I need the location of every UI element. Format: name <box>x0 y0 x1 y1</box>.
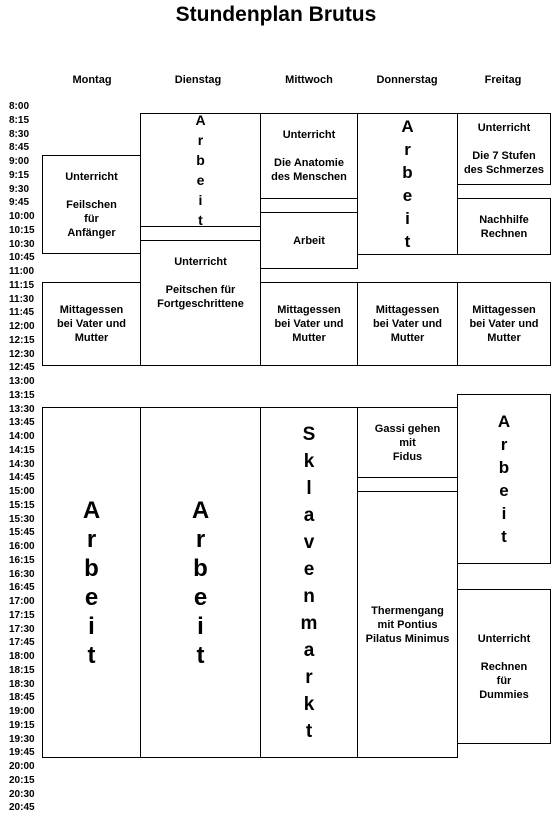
entry-text: Mutter <box>390 332 425 344</box>
time-label: 16:00 <box>9 541 35 552</box>
vertical-letter: t <box>305 720 313 742</box>
lesson-label: Unterricht <box>477 122 531 134</box>
entry-text: Mittagessen <box>472 304 536 316</box>
freitag-mittagessen[interactable] <box>457 282 551 366</box>
time-label: 14:30 <box>9 458 35 470</box>
vertical-letter: r <box>305 666 313 688</box>
vertical-letter: e <box>84 583 99 611</box>
time-label: 13:30 <box>9 403 35 415</box>
vertical-letter: l <box>306 477 312 499</box>
donnerstag-arbeit-top[interactable] <box>357 113 458 255</box>
entry-text: bei Vater und <box>469 318 539 330</box>
vertical-letter: m <box>300 612 318 634</box>
time-label: 12:00 <box>9 321 35 332</box>
donnerstag-thermengang[interactable] <box>357 491 458 758</box>
vertical-text <box>192 496 209 670</box>
time-label: 8:45 <box>9 142 30 154</box>
lesson-topic: Fortgeschrittene <box>157 298 244 310</box>
mittwoch-mittagessen[interactable] <box>260 282 358 366</box>
mittwoch-unterricht[interactable] <box>260 113 358 199</box>
time-label: 20:30 <box>9 788 35 800</box>
day-header-dienstag: Dienstag <box>174 74 222 86</box>
vertical-letter: r <box>195 525 206 553</box>
time-label: 9:45 <box>9 197 30 209</box>
vertical-letter: t <box>501 527 507 546</box>
day-header-mittwoch: Mittwoch <box>285 74 333 86</box>
lesson-topic: für <box>84 212 99 225</box>
time-label: 9:30 <box>9 183 30 195</box>
entry-text: Pilatus Minimus <box>365 632 450 645</box>
time-label: 12:15 <box>9 334 35 346</box>
vertical-letter: A <box>82 496 101 524</box>
lesson-topic: Die Anatomie <box>274 157 344 169</box>
donnerstag-empty-slot[interactable] <box>357 477 458 492</box>
vertical-letter: v <box>303 531 315 553</box>
time-label: 13:45 <box>9 417 35 429</box>
time-label: 16:45 <box>9 582 35 594</box>
vertical-letter: i <box>501 504 507 523</box>
entry-text: Mittagessen <box>277 304 341 316</box>
montag-unterricht[interactable] <box>42 155 141 254</box>
time-label: 10:15 <box>9 224 35 236</box>
time-label: 10:45 <box>9 252 35 264</box>
vertical-letter: b <box>498 458 510 477</box>
entry-text: Mittagessen <box>375 304 440 316</box>
time-label: 18:45 <box>9 692 35 704</box>
vertical-text <box>498 410 510 548</box>
lesson-topic: Anfänger <box>67 226 116 239</box>
vertical-text <box>401 115 413 253</box>
time-label: 16:30 <box>9 568 35 580</box>
vertical-letter: r <box>404 140 411 159</box>
time-label: 18:00 <box>9 651 35 662</box>
time-label: 10:00 <box>9 211 35 222</box>
day-header-donnerstag: Donnerstag <box>376 74 438 86</box>
vertical-text <box>83 496 100 670</box>
page-title: Stundenplan Brutus <box>175 3 377 26</box>
entry-text: bei Vater und <box>56 318 127 330</box>
lesson-label: Unterricht <box>174 256 227 268</box>
lesson-topic: für <box>496 674 512 687</box>
vertical-letter: A <box>497 412 511 431</box>
entry-text: Arbeit <box>293 234 325 247</box>
entry-text: Fidus <box>392 450 423 463</box>
time-label: 14:00 <box>9 431 35 442</box>
time-label: 11:30 <box>9 293 35 305</box>
entry-text: Mutter <box>74 332 109 344</box>
vertical-letter: i <box>405 209 410 228</box>
time-label: 20:15 <box>9 774 35 786</box>
vertical-letter: a <box>303 639 315 661</box>
vertical-letter: e <box>303 558 315 580</box>
vertical-letter: e <box>193 583 208 611</box>
time-label: 12:30 <box>9 348 35 360</box>
donnerstag-mittagessen[interactable] <box>357 282 458 366</box>
entry-text: Nachhilfe <box>479 213 529 226</box>
time-label: 15:30 <box>9 513 35 525</box>
montag-arbeit[interactable] <box>42 407 141 758</box>
time-label: 13:15 <box>9 389 35 401</box>
time-label: 9:00 <box>9 156 30 167</box>
lesson-topic: Peitschen für <box>165 284 236 296</box>
vertical-letter: n <box>303 585 315 607</box>
time-label: 15:00 <box>9 486 35 497</box>
vertical-text <box>195 113 205 227</box>
time-label: 19:45 <box>9 747 35 759</box>
vertical-letter: e <box>196 172 205 188</box>
vertical-letter: i <box>88 612 95 640</box>
freitag-arbeit[interactable] <box>457 394 551 564</box>
entry-text: Mutter <box>487 332 521 344</box>
vertical-letter: t <box>198 212 203 227</box>
time-label: 14:45 <box>9 472 35 484</box>
time-label: 8:00 <box>9 101 30 112</box>
lesson-topic: des Schmerzes <box>463 164 545 176</box>
mittwoch-sklavenmarkt[interactable] <box>260 407 358 758</box>
freitag-unterricht-2[interactable] <box>457 589 551 744</box>
montag-mittagessen[interactable] <box>42 282 141 366</box>
vertical-letter: b <box>84 554 99 582</box>
time-label: 19:00 <box>9 706 35 717</box>
vertical-letter: i <box>198 192 203 208</box>
vertical-letter: k <box>303 450 315 472</box>
vertical-letter: t <box>404 232 411 251</box>
entry-text: Thermengang <box>371 604 444 617</box>
time-label: 11:15 <box>9 279 35 291</box>
dienstag-arbeit[interactable] <box>140 407 261 758</box>
entry-text: Mittagessen <box>59 304 124 316</box>
time-label: 14:15 <box>9 444 35 456</box>
vertical-letter: r <box>500 435 508 454</box>
vertical-letter: t <box>196 641 205 669</box>
time-label: 11:45 <box>9 307 35 319</box>
day-header-freitag: Freitag <box>484 74 522 86</box>
entry-text: bei Vater und <box>274 318 344 330</box>
mittwoch-arbeit[interactable] <box>260 212 358 269</box>
vertical-letter: e <box>499 481 509 500</box>
vertical-letter: r <box>86 525 97 553</box>
dienstag-unterricht[interactable] <box>140 240 261 366</box>
time-label: 18:30 <box>9 678 35 690</box>
time-label: 13:00 <box>9 376 35 387</box>
dienstag-empty-slot[interactable] <box>140 226 261 241</box>
time-label: 11:00 <box>9 266 35 277</box>
lesson-topic: Dummies <box>479 688 529 701</box>
entry-text: Gassi gehen <box>374 422 441 435</box>
donnerstag-gassi[interactable] <box>357 407 458 478</box>
mittwoch-empty-slot[interactable] <box>260 198 358 213</box>
vertical-letter: b <box>196 152 205 168</box>
time-label: 17:30 <box>9 623 35 635</box>
vertical-text <box>301 421 318 745</box>
entry-text: Rechnen <box>480 227 528 240</box>
vertical-letter: r <box>197 132 204 148</box>
entry-text: Mutter <box>292 332 326 344</box>
time-label: 17:45 <box>9 637 35 649</box>
time-label: 9:15 <box>9 169 30 181</box>
time-label: 17:15 <box>9 609 35 621</box>
day-header-montag: Montag <box>72 74 112 86</box>
entry-text: mit Pontius <box>377 618 438 631</box>
lesson-topic: des Menschen <box>271 171 347 183</box>
lesson-label: Unterricht <box>65 170 118 183</box>
time-label: 17:00 <box>9 596 35 607</box>
time-label: 19:15 <box>9 719 35 731</box>
vertical-letter: b <box>402 163 413 182</box>
vertical-letter: a <box>303 504 315 526</box>
time-label: 18:15 <box>9 664 35 676</box>
vertical-letter: e <box>402 186 413 205</box>
vertical-letter: k <box>303 693 315 715</box>
time-label: 19:30 <box>9 733 35 745</box>
lesson-label: Unterricht <box>282 129 336 141</box>
time-label: 15:15 <box>9 499 35 511</box>
vertical-letter: A <box>195 113 206 128</box>
lesson-label: Unterricht <box>477 632 531 645</box>
time-label: 20:45 <box>9 802 35 814</box>
vertical-letter: S <box>302 423 316 445</box>
lesson-topic: Die 7 Stufen <box>472 150 536 162</box>
entry-text: mit <box>399 436 416 449</box>
time-label: 16:15 <box>9 554 35 566</box>
entry-text: bei Vater und <box>372 318 443 330</box>
time-label: 20:00 <box>9 761 35 772</box>
time-label: 10:30 <box>9 238 35 250</box>
vertical-letter: i <box>197 612 204 640</box>
time-label: 12:45 <box>9 362 35 374</box>
time-label: 8:15 <box>9 114 30 126</box>
freitag-unterricht[interactable] <box>457 113 551 185</box>
vertical-letter: t <box>87 641 96 669</box>
dienstag-arbeit-top[interactable] <box>140 113 261 227</box>
vertical-letter: A <box>401 117 414 136</box>
vertical-letter: b <box>193 554 208 582</box>
time-label: 8:30 <box>9 128 30 140</box>
vertical-letter: A <box>191 496 210 524</box>
lesson-topic: Rechnen <box>480 660 528 673</box>
freitag-nachhilfe[interactable] <box>457 198 551 255</box>
time-label: 15:45 <box>9 527 35 539</box>
lesson-topic: Feilschen <box>66 198 117 211</box>
